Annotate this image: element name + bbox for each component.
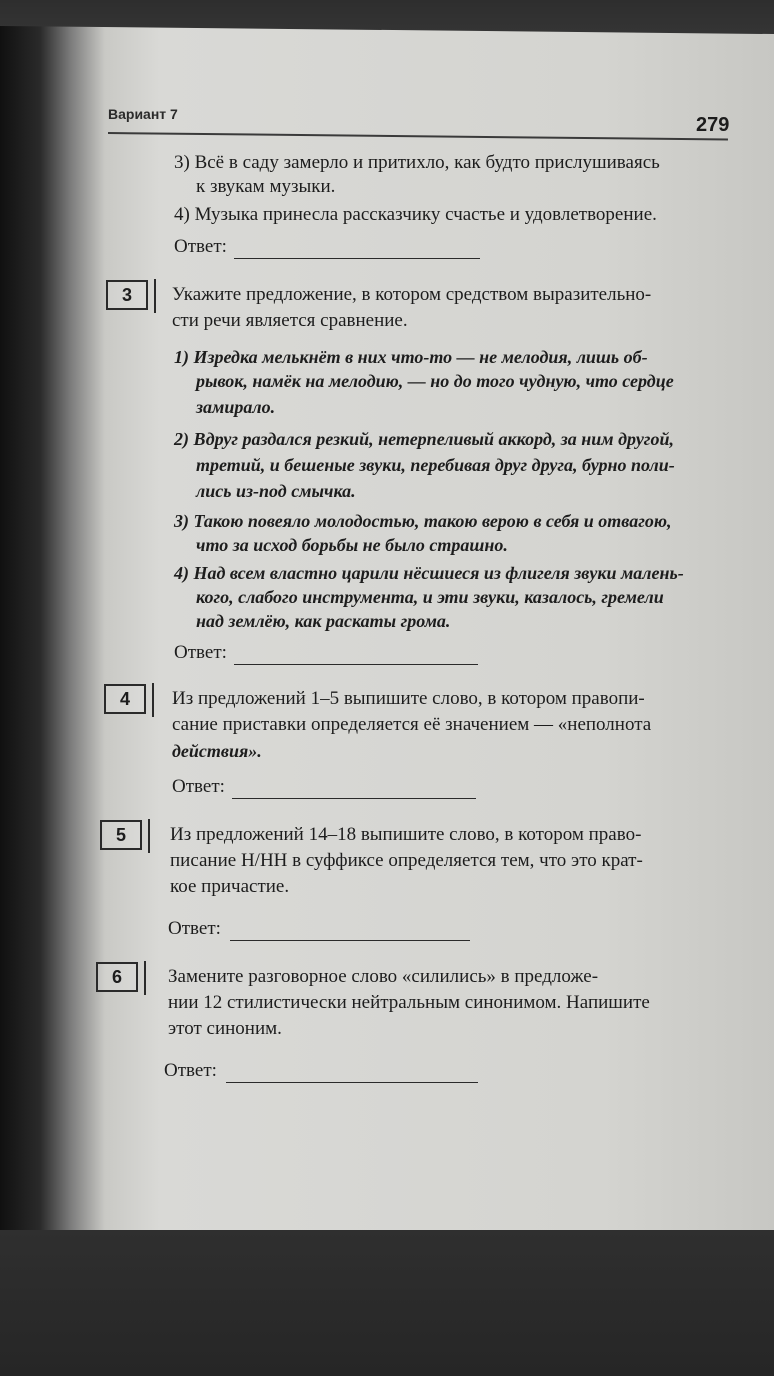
task-6-prompt-line-1: Замените разговорное слово «силились» в предложе-: [168, 966, 599, 987]
task-3-option-2-line-1: 2) Вдруг раздался резкий, нетерпеливый аккорд, за ним другой,: [174, 429, 674, 449]
task-6-prompt-line-2: нии 12 стилистически нейтральным синонимом. Напишите: [168, 992, 650, 1013]
prev-option-3-line-2: к звукам музыки.: [196, 176, 336, 197]
task-3-prompt-line-1: Укажите предложение, в котором средством выразительно-: [172, 284, 652, 305]
task-3-option-3-line-2: что за исход борьбы не было страшно.: [196, 535, 508, 555]
task-4-prompt-line-1: Из предложений 1–5 выпишите слово, в котором правопи-: [172, 688, 645, 709]
task-3-number-box: 3: [106, 280, 148, 310]
prev-answer-label: Ответ:: [174, 236, 227, 257]
task-5-answer-field[interactable]: [230, 940, 470, 941]
task-6-answer-label: Ответ:: [164, 1060, 217, 1081]
task-3-answer-label: Ответ:: [174, 642, 227, 663]
task-4-prompt-line-2: сание приставки определяется её значением — «неполнота: [172, 714, 652, 735]
task-3-prompt-line-2: сти речи является сравнение.: [172, 310, 408, 331]
task-3-option-1-line-1: 1) Изредка мелькнёт в них что-то — не мелодия, лишь об-: [174, 347, 648, 367]
prev-option-4-line-1: 4) Музыка принесла рассказчику счастье и удовлетворение.: [174, 204, 657, 225]
task-3-option-4-line-2: кого, слабого инструмента, и эти звуки, казалось, гремели: [196, 587, 664, 607]
task-3-option-1-line-3: замирало.: [196, 397, 276, 417]
task-6-number-box: 6: [96, 962, 138, 992]
task-3-option-2-line-3: лись из-под смычка.: [196, 481, 356, 501]
task-3-answer-field[interactable]: [234, 664, 478, 665]
page-number: 279: [696, 114, 730, 136]
task-3-option-2-line-2: третий, и бешеные звуки, перебивая друг друга, бурно поли-: [196, 455, 675, 475]
task-5-number-box: 5: [100, 820, 142, 850]
prev-option-3-line-1: 3) Всё в саду замерло и притихло, как будто прислушиваясь: [174, 152, 660, 173]
task-4-prompt-line-3: действия».: [172, 741, 262, 761]
task-4-answer-field[interactable]: [232, 798, 476, 799]
task-3-option-4-line-3: над землёю, как раскаты грома.: [196, 611, 451, 631]
task-3-option-1-line-2: рывок, намёк на мелодию, — но до того чудную, что сердце: [196, 371, 674, 391]
task-5-prompt-line-2: писание Н/НН в суффиксе определяется тем, что это крат-: [170, 850, 643, 871]
task-5-prompt-line-1: Из предложений 14–18 выпишите слово, в котором право-: [170, 824, 642, 845]
task-6-prompt-line-3: этот синоним.: [168, 1018, 282, 1039]
task-3-option-4-line-1: 4) Над всем властно царили нёсшиеся из флигеля звуки малень-: [174, 563, 684, 583]
task-4-number-box: 4: [104, 684, 146, 714]
header-rule: [108, 132, 728, 140]
task-5-answer-label: Ответ:: [168, 918, 221, 939]
task-4-answer-label: Ответ:: [172, 776, 225, 797]
task-6-answer-field[interactable]: [226, 1082, 478, 1083]
running-header-variant: Вариант 7: [108, 106, 178, 122]
task-5-prompt-line-3: кое причастие.: [170, 876, 290, 897]
task-3-option-3-line-1: 3) Такою повеяло молодостью, такою верою в себя и отвагою,: [174, 511, 672, 531]
prev-answer-field[interactable]: [234, 258, 480, 259]
